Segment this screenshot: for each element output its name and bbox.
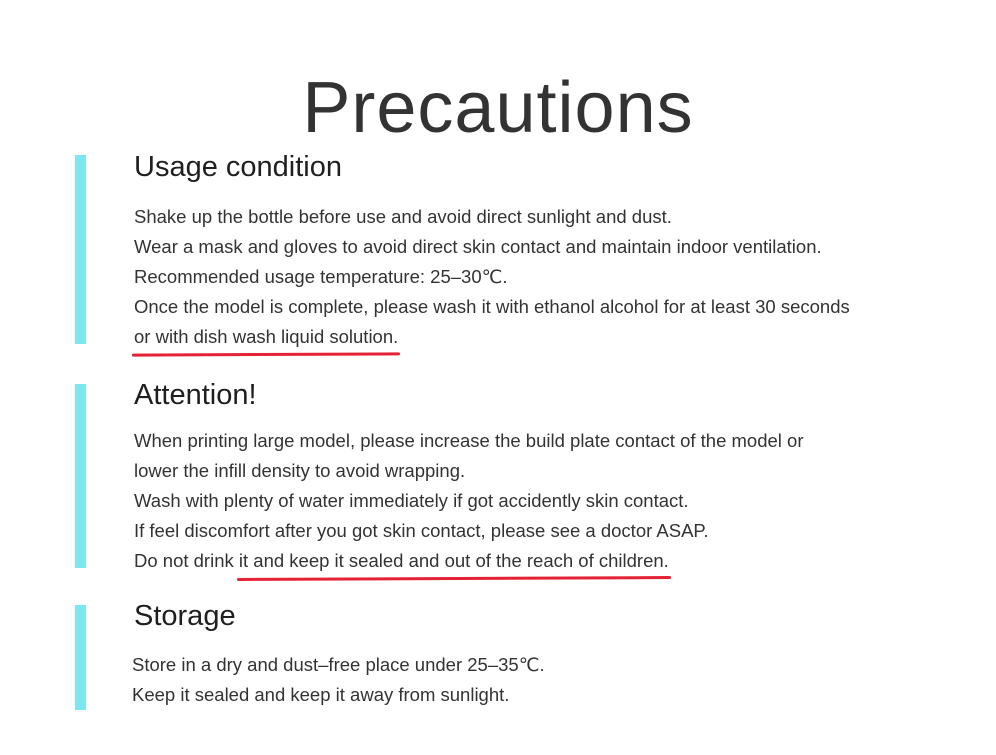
body-line: Once the model is complete, please wash it with ethanol alcohol for at least 30 seconds <box>134 296 850 317</box>
body-line: Recommended usage temperature: 25–30℃. <box>134 266 508 287</box>
body-line: When printing large model, please increase the build plate contact of the model or <box>134 430 804 451</box>
section-heading: Storage <box>134 600 236 632</box>
section-accent-bar <box>75 605 86 710</box>
body-line: Keep it sealed and keep it away from sunlight. <box>132 684 510 705</box>
section-body <box>132 650 545 710</box>
section-accent-bar <box>75 384 86 568</box>
underlined-highlight-text: or with dish wash liquid solution. <box>134 322 398 352</box>
body-line: lower the infill density to avoid wrapping. <box>134 460 466 481</box>
page-title: Precautions <box>302 68 694 149</box>
section-body <box>134 426 803 576</box>
section-body <box>134 202 850 352</box>
body-line: If feel discomfort after you got skin contact, please see a doctor ASAP. <box>134 520 709 541</box>
body-line: Wash with plenty of water immediately if got accidently skin contact. <box>134 490 689 511</box>
section-heading: Attention! <box>134 379 257 411</box>
section-heading: Usage condition <box>134 151 342 183</box>
body-line <box>134 322 850 352</box>
underlined-highlight-text: it and keep it sealed and out of the reach of children. <box>239 546 669 576</box>
body-line: Store in a dry and dust–free place under 25–35℃. <box>132 654 545 675</box>
body-line: Wear a mask and gloves to avoid direct skin contact and maintain indoor ventilation. <box>134 236 822 257</box>
body-line: Shake up the bottle before use and avoid direct sunlight and dust. <box>134 206 672 227</box>
body-line <box>134 546 803 576</box>
section-accent-bar <box>75 155 86 344</box>
body-line-prefix: Do not drink <box>134 550 239 571</box>
